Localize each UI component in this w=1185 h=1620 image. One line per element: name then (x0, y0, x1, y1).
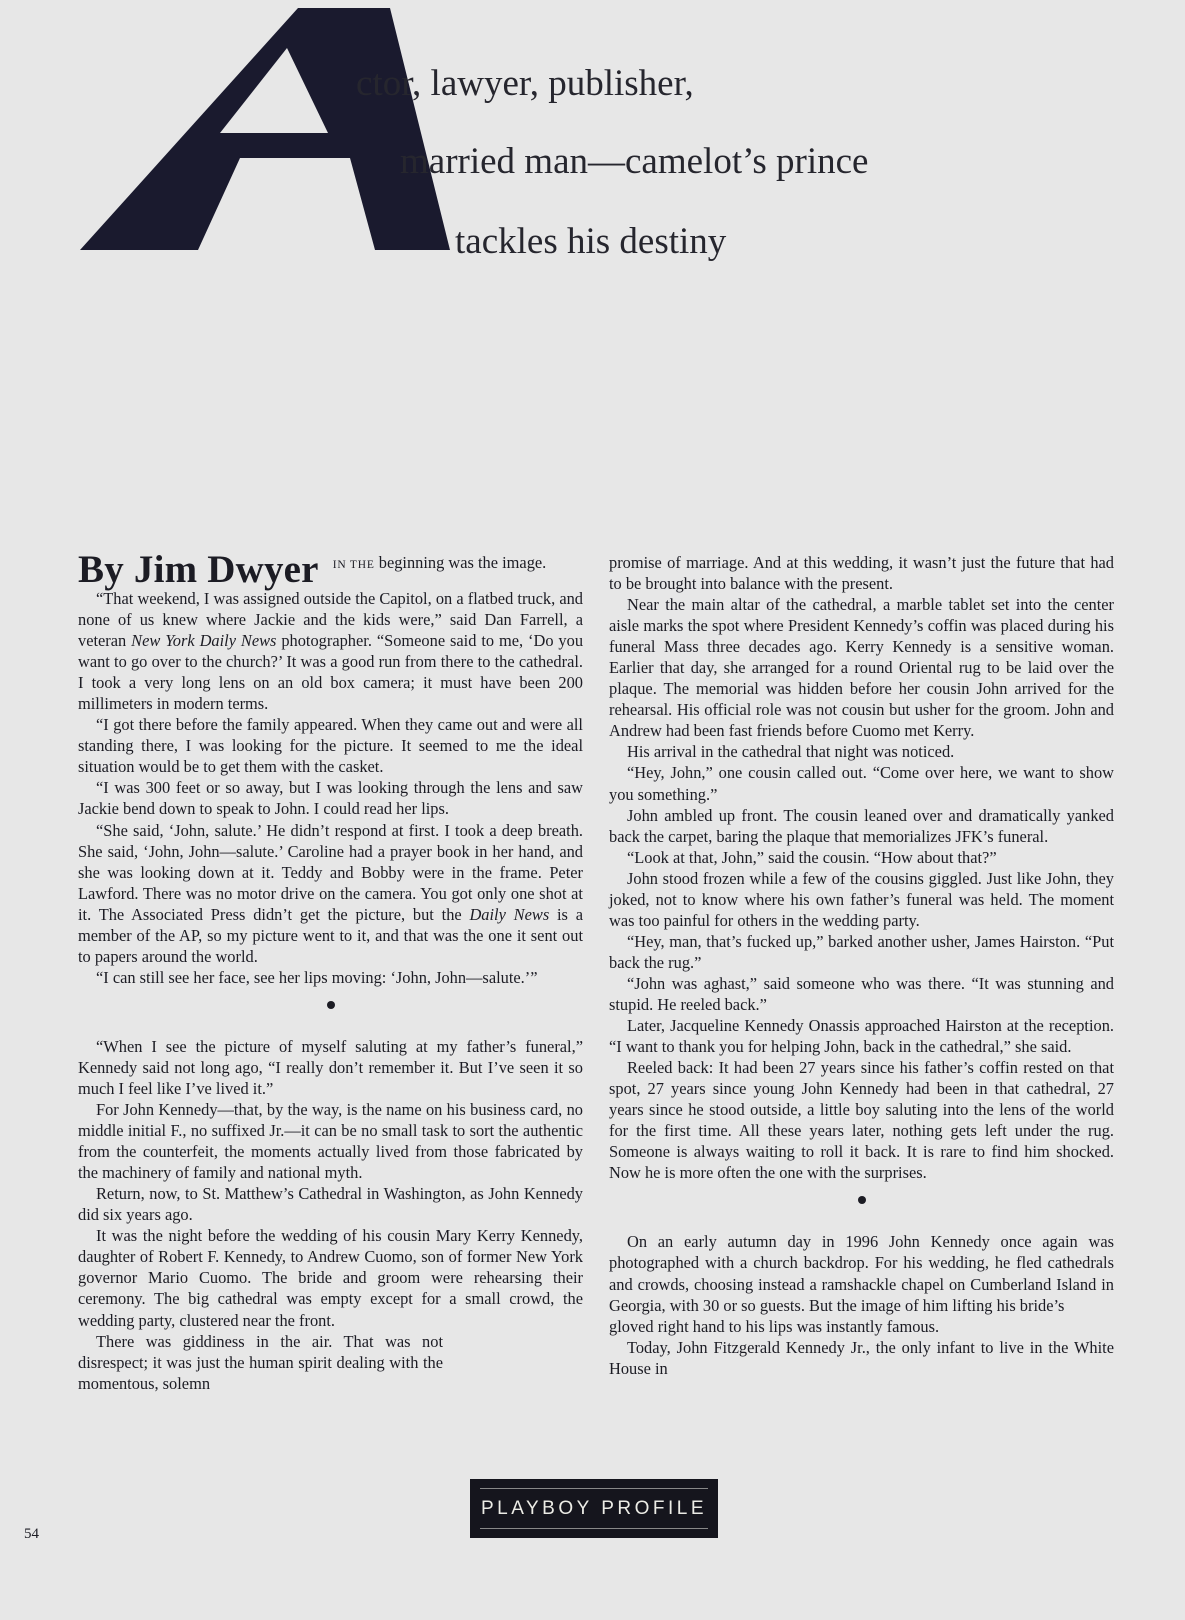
publication-name: Daily News (469, 904, 550, 924)
paragraph: “When I see the picture of myself saluting at my father’s funeral,” Kennedy said not long ago, “I really don’t remember it. But I’ve seen it so much I feel like I’ve lived it.” (78, 1036, 583, 1098)
paragraph: Return, now, to St. Matthew’s Cathedral in Washington, as John Kennedy did six years ago. (78, 1184, 583, 1225)
paragraph: “I got there before the family appeared. When they came out and were all standing there, I was looking for the picture. It seemed to me the ideal situation would be to get them with the casket. (78, 715, 583, 777)
paragraph-text: “That weekend, I was assigned outside the Capitol, on a flatbed truck, and none of us knew where Jackie and the kids were,” said Dan Farrell, a veteran (78, 589, 583, 651)
lead-rest: beginning was the image. (374, 553, 547, 572)
byline: By Jim Dwyer (78, 548, 319, 591)
paragraph: gloved right hand to his lips was instantly famous. (609, 1316, 940, 1336)
lead-paragraph (333, 552, 547, 574)
playboy-profile-badge (470, 1479, 718, 1538)
article-column-left (78, 548, 584, 1394)
paragraph: Reeled back: It had been 27 years since his father’s coffin rested on that spot, 27 years since young John Kennedy had been in that cathedral, 27 years since he stood outside, a little boy saluting into the lens of the world for the first time. All these years later, nothing gets left under the rug. Someone is always waiting to roll it back. It is rare to find him shocked. Now he is more often the one with the surprises. (609, 1058, 1114, 1183)
paragraph: “Hey, man, that’s fucked up,” barked another usher, James Hairston. “Put back the rug.” (609, 931, 1114, 972)
paragraph: John stood frozen while a few of the cousins giggled. Just like John, they joked, not to know where his own father’s funeral was held. The moment was too painful for others in the wedding party. (609, 868, 1114, 930)
drop-cap-letter-a (80, 8, 480, 258)
lead-smallcaps: IN THE (332, 559, 375, 571)
paragraph (78, 820, 583, 967)
paragraph: “I was 300 feet or so away, but I was looking through the lens and saw Jackie bend down to speak to John. I could read her lips. (78, 778, 583, 819)
paragraph: promise of marriage. And at this wedding, it wasn’t just the future that had to be brought into balance with the present. (609, 553, 1114, 594)
deck-line-1: ctor, lawyer, publisher, (356, 63, 694, 104)
section-bullet (858, 1196, 866, 1204)
paragraph: Near the main altar of the cathedral, a marble tablet set into the center aisle marks the spot where President Kennedy’s coffin was placed during his funeral Mass three decades ago. Kerry Kennedy is a sensitive woman. Earlier that day, she arranged for a round Oriental rug to be laid over the plaque. The memorial was hidden before her cousin John arrived for the rehearsal. His official role was not cousin but usher for the groom. John and Andrew had been fast friends before Cuomo met Kerry. (609, 595, 1114, 741)
byline-block (78, 548, 583, 591)
badge-label: PLAYBOY PROFILE (480, 1497, 708, 1519)
paragraph: “Look at that, John,” said the cousin. “How about that?” (627, 847, 997, 867)
paragraph: Later, Jacqueline Kennedy Onassis approached Hairston at the reception. “I want to thank you for helping John, back in the cathedral,” she said. (609, 1016, 1114, 1057)
paragraph-text: photographer. “Someone said to me, ‘Do you want to go over to the church?’ It was a good run from there to the cathedral. I took a very long lens on an old box camera; it must have been 200 millimeters in modern terms. (78, 631, 584, 714)
paragraph: John ambled up front. The cousin leaned over and dramatically yanked back the carpet, baring the plaque that memorializes JFK’s funeral. (609, 805, 1114, 846)
publication-name: New York Daily News (131, 631, 277, 651)
paragraph: There was giddiness in the air. That was not disrespect; it was just the human spirit dealing with the momentous, solemn (78, 1331, 443, 1393)
paragraph-text: is a member of the AP, so my picture went to it, and that was the one it sent out to papers around the world. (78, 904, 584, 966)
deck-line-2: married man—camelot’s prince (400, 141, 869, 182)
deck-line-3: tackles his destiny (455, 221, 727, 262)
paragraph: For John Kennedy—that, by the way, is the name on his business card, no middle initial F., no suffixed Jr.—it can be no small task to sort the authentic from the counterfeit, the moments actually lived from those fabricated by the machinery of family and national myth. (78, 1100, 583, 1183)
paragraph: Today, John Fitzgerald Kennedy Jr., the only infant to live in the White House in (609, 1337, 1114, 1378)
paragraph: His arrival in the cathedral that night was noticed. (627, 742, 955, 762)
paragraph: “I can still see her face, see her lips moving: ‘John, John—salute.’” (96, 967, 538, 987)
page-number: 54 (24, 1526, 39, 1542)
paragraph (78, 588, 583, 714)
article-column-right (609, 552, 1114, 1379)
section-bullet (327, 1001, 335, 1009)
paragraph: “John was aghast,” said someone who was there. “It was stunning and stupid. He reeled back.” (609, 973, 1114, 1014)
paragraph: It was the night before the wedding of his cousin Mary Kerry Kennedy, daughter of Robert F. Kennedy, to Andrew Cuomo, son of former New York governor Mario Cuomo. The bride and groom were rehearsing their ceremony. The big cathedral was empty except for a small crowd, the wedding party, clustered near the front. (78, 1226, 583, 1330)
badge-rule (480, 1528, 708, 1529)
paragraph: “Hey, John,” one cousin called out. “Come over here, we want to show you something.” (609, 763, 1114, 804)
paragraph: On an early autumn day in 1996 John Kennedy once again was photographed with a church backdrop. For his wedding, he fled cathedrals and crowds, choosing instead a ramshackle chapel on Cumberland Island in Georgia, with 30 or so guests. But the image of him lifting his bride’s (609, 1232, 1114, 1315)
paragraph-text: “She said, ‘John, salute.’ He didn’t respond at first. I took a deep breath. She said, ‘John, John—salute.’ Caroline had a prayer book in her hand, and she was looking down at it. Teddy and Bobby were in the frame. Peter Lawford. There was no motor drive on the camera. You got only one shot at it. The Associated Press didn’t get the picture, but the (78, 820, 583, 924)
